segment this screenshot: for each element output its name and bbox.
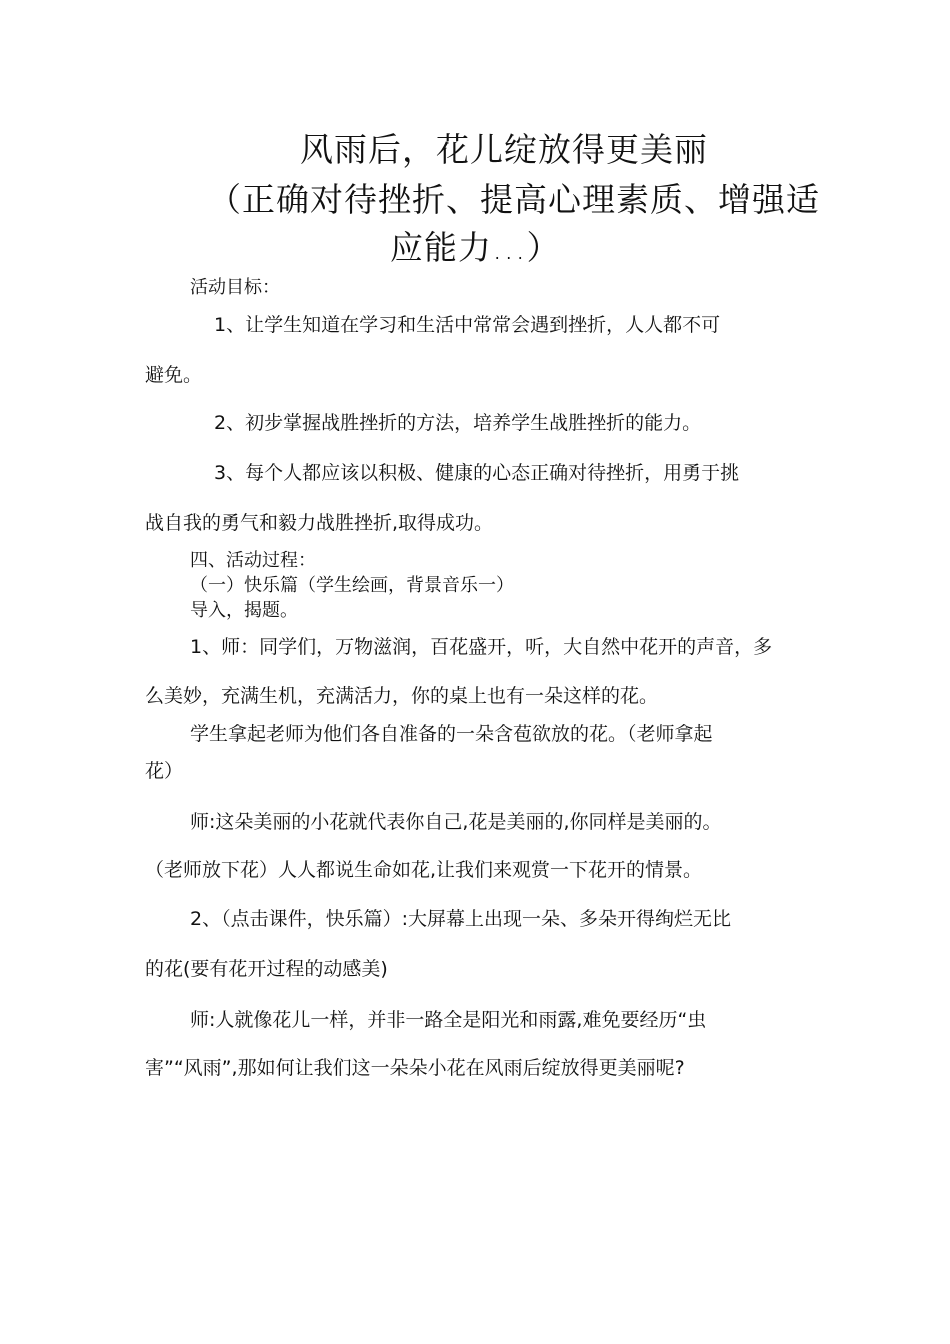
process-heading: 四、活动过程： <box>190 550 316 571</box>
paragraph-4-line-1: 2、（点击课件，快乐篇）:大屏幕上出现一朵、多朵开得绚烂无比 <box>190 908 731 930</box>
paragraph-1-line-2: 么美妙，充满生机，充满活力，你的桌上也有一朵这样的花。 <box>145 685 659 707</box>
paragraph-4-line-2: 的花(要有花开过程的动感美) <box>145 958 388 980</box>
goal-1-line-1: 1、让学生知道在学习和生活中常常会遇到挫折，人人都不可 <box>214 314 721 336</box>
goal-3-line-1: 3、每个人都应该以积极、健康的心态正确对待挫折，用勇于挑 <box>214 462 740 484</box>
paragraph-5-line-2: 害”“风雨”,那如何让我们这一朵朵小花在风雨后绽放得更美丽呢? <box>145 1057 685 1079</box>
paragraph-5-line-1: 师:人就像花儿一样，并非一路全是阳光和雨露,难免要经历“虫 <box>190 1009 707 1031</box>
goal-1-line-2: 避免。 <box>145 364 203 386</box>
intro-line: 导入，揭题。 <box>190 600 298 621</box>
goal-2: 2、初步掌握战胜挫折的方法，培养学生战胜挫折的能力。 <box>214 412 702 434</box>
paragraph-1-line-1: 1、师：同学们，万物滋润，百花盛开，听，大自然中花开的声音，多 <box>190 636 773 658</box>
title-line-2: （正确对待挫折、提高心理素质、增强适 <box>208 180 820 219</box>
paragraph-3-line-1: 师:这朵美丽的小花就代表你自己,花是美丽的,你同样是美丽的。 <box>190 811 722 833</box>
goal-3-line-2: 战自我的勇气和毅力战胜挫折,取得成功。 <box>145 512 494 534</box>
title-line-3: 应能力...） <box>390 228 561 267</box>
goals-heading: 活动目标： <box>190 277 280 298</box>
title-line-1: 风雨后，花儿绽放得更美丽 <box>300 130 708 169</box>
paragraph-3-line-2: （老师放下花）人人都说生命如花,让我们来观赏一下花开的情景。 <box>145 859 703 881</box>
paragraph-2-line-2: 花） <box>145 760 184 782</box>
section-1-heading: （一）快乐篇（学生绘画，背景音乐一） <box>190 575 514 596</box>
paragraph-2-line-1: 学生拿起老师为他们各自准备的一朵含苞欲放的花。（老师拿起 <box>190 723 713 745</box>
